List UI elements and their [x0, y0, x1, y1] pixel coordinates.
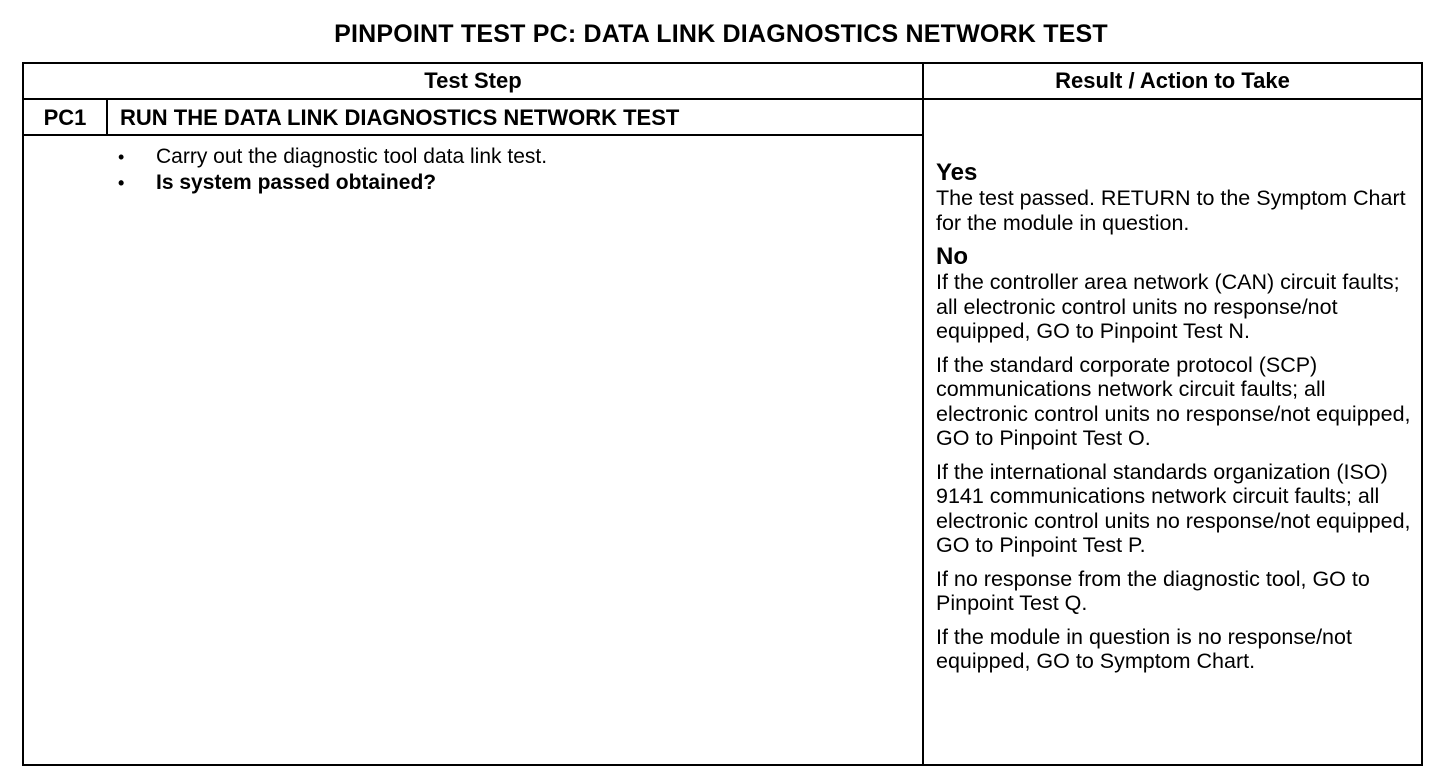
step-id-divider: [106, 100, 108, 134]
step-id: PC1: [43, 105, 87, 130]
result-no-item: If the controller area network (CAN) circuit faults; all electronic control units no response/not equipped, GO to Pinpoint Test N.: [936, 270, 1400, 343]
result-column: [936, 160, 1420, 683]
result-no-item: If the module in question is no response/not equipped, GO to Symptom Chart.: [936, 624, 1352, 673]
page-title: PINPOINT TEST PC: DATA LINK DIAGNOSTICS NETWORK TEST: [334, 20, 1108, 48]
pinpoint-test-table: [22, 62, 1423, 766]
step-bullet-item: • Carry out the diagnostic tool data link test.: [114, 144, 547, 170]
header-test-step: Test Step: [424, 68, 522, 93]
column-divider: [922, 64, 924, 764]
result-yes-text: The test passed. RETURN to the Symptom Chart for the module in question.: [936, 186, 1406, 235]
header-result-action: Result / Action to Take: [1055, 68, 1290, 93]
result-no-item: If no response from the diagnostic tool, GO to Pinpoint Test Q.: [936, 566, 1370, 615]
result-no-label: No: [936, 243, 968, 270]
result-no-item: If the standard corporate protocol (SCP) communications network circuit faults; all electronic control units no response/not equipped, GO to Pinpoint Test O.: [936, 352, 1411, 450]
step-bullet-question: • Is system passed obtained?: [114, 170, 547, 196]
result-no-item: If the international standards organization (ISO) 9141 communications network circuit faults; all electronic control units no response/not equipped, GO to Pinpoint Test P.: [936, 459, 1411, 557]
result-yes-label: Yes: [936, 159, 978, 186]
step-title: RUN THE DATA LINK DIAGNOSTICS NETWORK TEST: [120, 105, 680, 130]
step-bullet-list: [114, 144, 547, 196]
